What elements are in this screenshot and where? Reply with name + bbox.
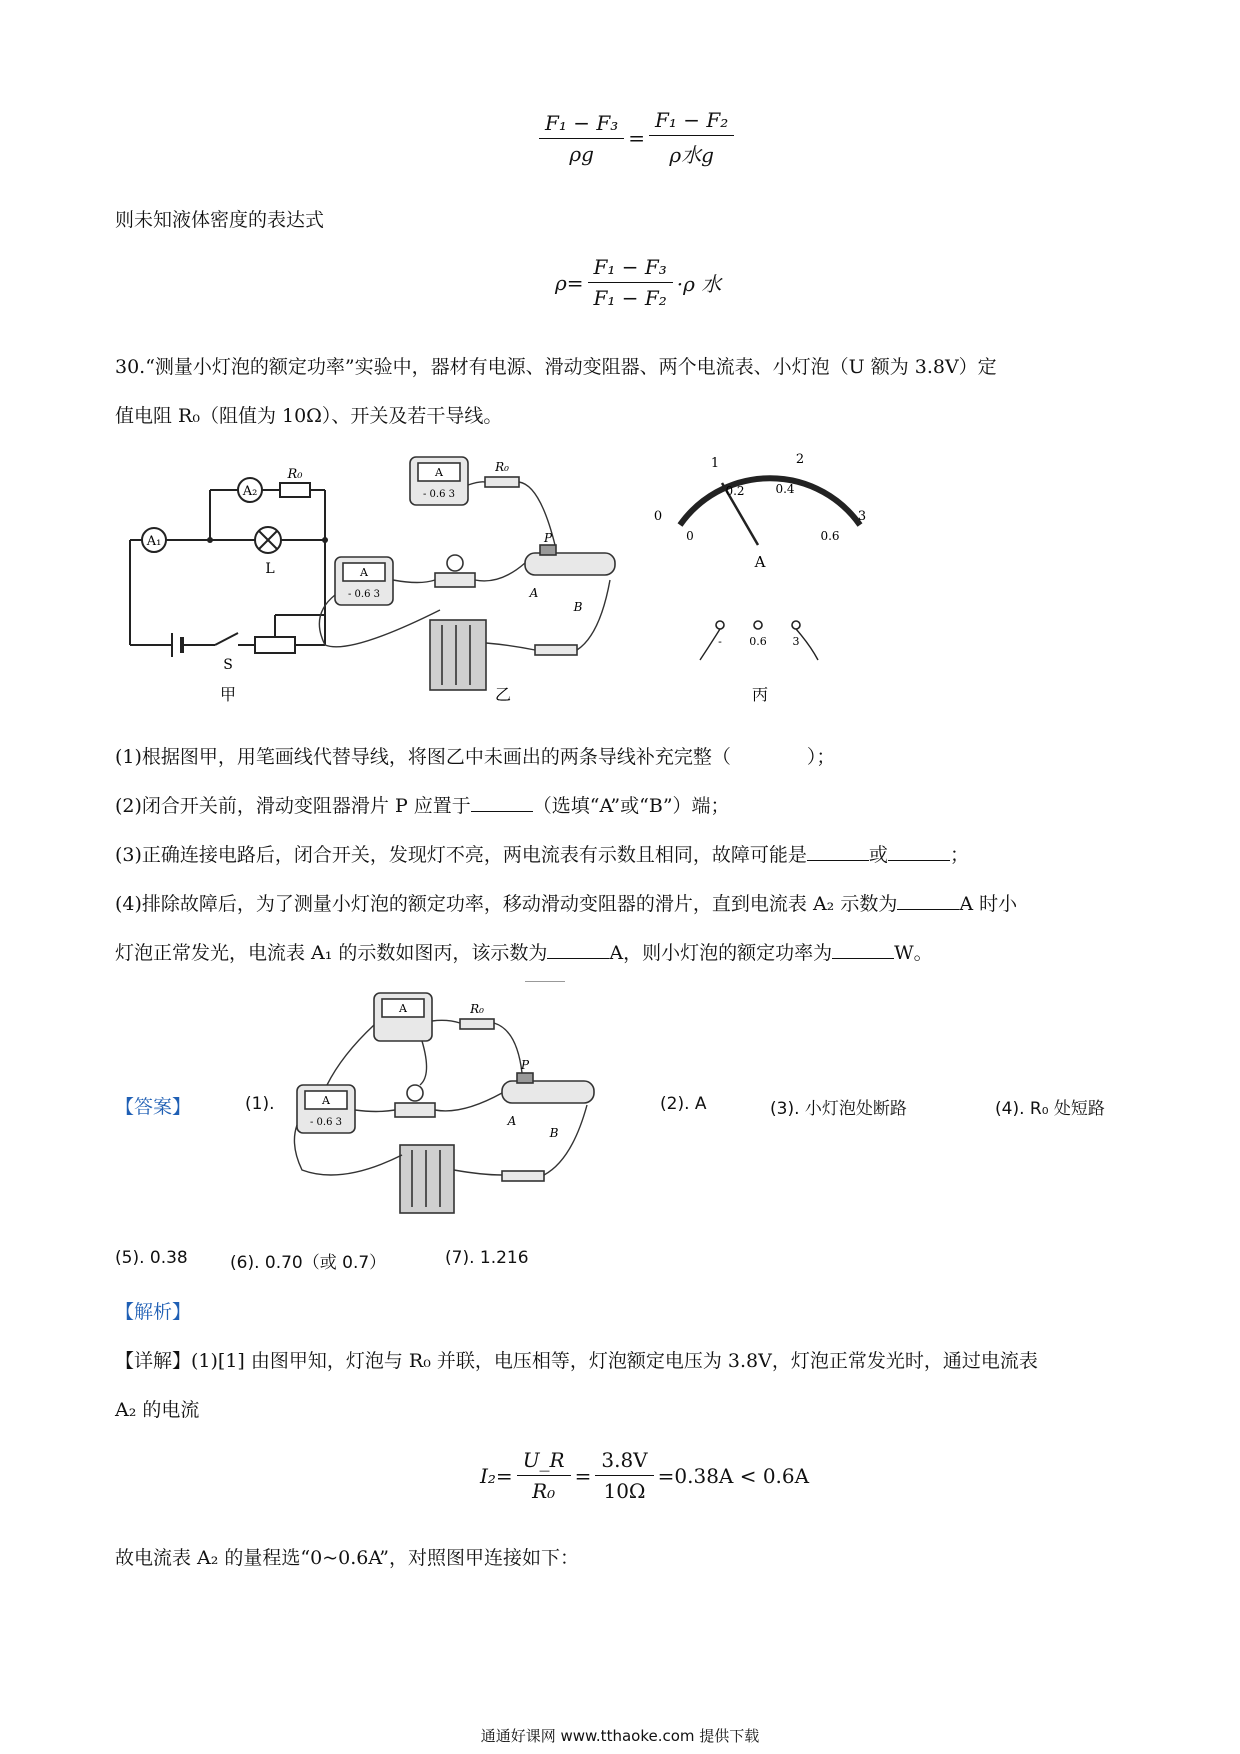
equation-density-lhs: ρ= (555, 270, 584, 295)
jia-label-a2: A₂ (242, 484, 258, 499)
question-30-line2: 值电阻 R₀（阻值为 10Ω）、开关及若干导线。 (115, 405, 503, 427)
text-unknown-density: 则未知液体密度的表达式 (115, 209, 325, 231)
subquestion-4-line1 (115, 889, 1017, 916)
blank-4c (832, 940, 894, 959)
subquestion-2-tail: （选填“A”或“B”）端； (532, 795, 730, 817)
blank-2 (471, 793, 533, 812)
yi-label-a: A (529, 586, 539, 600)
jia-label-switch: S (223, 657, 233, 673)
page-footer: 通通好课网 www.tthaoke.com 提供下载 (480, 1727, 760, 1745)
equation-current-lhs: I₂= (480, 1463, 513, 1488)
blank-3a (807, 842, 869, 861)
subquestion-3-text: (3)正确连接电路后，闭合开关，发现灯不亮，两电流表有示数且相同，故障可能是 (115, 844, 807, 866)
jia-label-lamp: L (265, 561, 275, 577)
subquestion-3 (115, 840, 969, 867)
bing-terminal-neg: - (718, 635, 722, 648)
fraction-current-1-numerator: U_R (517, 1448, 571, 1476)
yi-meter-top-scale: - 0.6 3 (422, 489, 456, 500)
equation-ratio (535, 108, 738, 168)
fraction-density-denominator: F₁ − F₂ (593, 286, 667, 310)
subquestion-2-text: (2)闭合开关前，滑动变阻器滑片 P 应置于 (115, 795, 471, 817)
bing-lower-tick-1: 0.2 (725, 484, 745, 498)
subquestion-4-text3: A，则小灯泡的额定功率为 (609, 942, 833, 964)
subquestion-1: (1)根据图甲，用笔画线代替导线，将图乙中未画出的两条导线补充完整（ ）； (115, 746, 836, 768)
equation-density-tail: ·ρ 水 (676, 272, 722, 296)
fraction-density (588, 255, 673, 310)
bing-upper-tick-2: 2 (795, 452, 805, 467)
answer-figure (292, 985, 622, 1215)
yi-meter-top-a: A (435, 466, 443, 479)
equation-density (555, 255, 721, 310)
figure-jia-circuit (130, 478, 325, 657)
yi-label-b: B (573, 600, 583, 614)
yi-meter-left-a: A (360, 566, 368, 579)
answer-5: (5). 0.38 (115, 1248, 188, 1268)
analysis-detail-line2: A₂ 的电流 (115, 1399, 200, 1421)
answer-1: (1). (245, 1094, 275, 1114)
yi-label-p: P (543, 531, 553, 545)
equation-current-tail: =0.38A < 0.6A (657, 1463, 810, 1488)
analysis-detail-line1: 【详解】(1)[1] 由图甲知，灯泡与 R₀ 并联，电压相等，灯泡额定电压为 3.8V，灯泡正常发光时，通过电流表 (115, 1350, 1038, 1372)
figures-question-30 (110, 445, 980, 715)
yi-label-r0: R₀ (495, 460, 509, 474)
equation-current (480, 1448, 809, 1503)
answer-label: 【答案】 (115, 1096, 192, 1118)
fraction-right-numerator: F₁ − F₂ (649, 108, 734, 136)
fraction-left-denominator: ρg (569, 141, 594, 166)
bing-unit: A (754, 553, 766, 571)
equals-sign: = (628, 126, 646, 150)
answer-label-a: A (507, 1114, 517, 1128)
subquestion-4-tail: A 时小 (959, 893, 1018, 915)
fraction-current-2-denominator: 10Ω (603, 1479, 646, 1503)
fraction-right-denominator: ρ水g (669, 143, 714, 167)
analysis-last-line: 故电流表 A₂ 的量程选“0~0.6A”，对照图甲连接如下： (115, 1547, 579, 1569)
bing-caption: 丙 (751, 685, 769, 704)
fraction-right (649, 108, 734, 168)
bing-terminal-06: 0.6 (749, 635, 767, 648)
subquestion-2 (115, 791, 730, 818)
fraction-current-2-numerator: 3.8V (595, 1448, 653, 1476)
divider (525, 981, 565, 982)
yi-meter-left-scale: - 0.6 3 (347, 589, 381, 600)
bing-upper-tick-3: 3 (857, 509, 867, 524)
jia-label-r0: R₀ (287, 467, 303, 482)
answer-3: (3). 小灯泡处断路 (770, 1099, 907, 1119)
answer-meter-top-a: A (399, 1002, 407, 1015)
fraction-density-numerator: F₁ − F₃ (588, 255, 673, 283)
bing-terminal-3: 3 (792, 635, 800, 648)
answer-4: (4). R₀ 处短路 (995, 1099, 1105, 1119)
fraction-left (539, 111, 624, 166)
answer-label-r0: R₀ (470, 1002, 484, 1016)
answer-6: (6). 0.70（或 0.7） (230, 1253, 387, 1273)
answer-label-b: B (549, 1126, 559, 1140)
answer-2: (2). A (660, 1094, 707, 1114)
answer-meter-left-a: A (322, 1094, 330, 1107)
jia-label-a1: A₁ (146, 534, 162, 549)
answer-meter-left-scale: - 0.6 3 (309, 1117, 343, 1128)
answer-7: (7). 1.216 (445, 1248, 529, 1268)
blank-4a (897, 891, 959, 910)
figure-yi-apparatus (335, 457, 615, 690)
analysis-label: 【解析】 (115, 1301, 192, 1323)
answer-label-p: P (520, 1058, 530, 1072)
subquestion-4-text: (4)排除故障后，为了测量小灯泡的额定功率，移动滑动变阻器的滑片，直到电流表 A₂ 示数为 (115, 893, 898, 915)
bing-upper-tick-0: 0 (653, 509, 663, 524)
subquestion-4-text2: 灯泡正常发光，电流表 A₁ 的示数如图丙，该示数为 (115, 942, 548, 964)
fraction-current-1 (517, 1448, 571, 1503)
subquestion-3-end: ； (949, 844, 969, 866)
bing-lower-tick-3: 0.6 (820, 529, 840, 543)
equals-sign-2: = (574, 1463, 592, 1488)
blank-4b (547, 940, 609, 959)
fraction-current-2 (595, 1448, 653, 1503)
yi-caption: 乙 (494, 685, 512, 704)
fraction-current-1-denominator: R₀ (532, 1479, 556, 1503)
jia-caption: 甲 (219, 685, 237, 704)
question-30-line1: 30.“测量小灯泡的额定功率”实验中，器材有电源、滑动变阻器、两个电流表、小灯泡（U 额为 3.8V）定 (115, 356, 997, 378)
figure-bing-dial (680, 478, 860, 660)
bing-lower-tick-2: 0.4 (775, 482, 795, 496)
bing-upper-tick-1: 1 (710, 456, 720, 471)
subquestion-4-end: W。 (894, 942, 933, 964)
fraction-left-numerator: F₁ − F₃ (539, 111, 624, 139)
blank-3b (888, 842, 950, 861)
bing-lower-tick-0: 0 (686, 529, 694, 543)
subquestion-4-line2 (115, 938, 933, 965)
subquestion-3-or: 或 (868, 844, 888, 866)
